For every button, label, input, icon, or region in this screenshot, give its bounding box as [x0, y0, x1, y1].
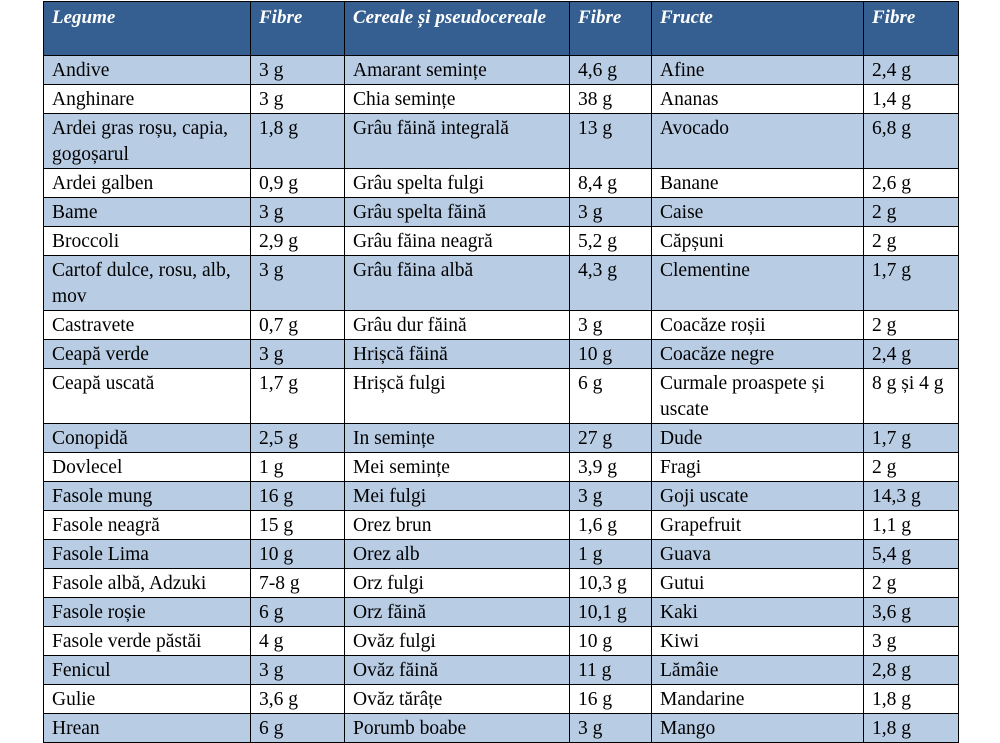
fruit-fiber-cell: 6,8 g	[864, 114, 959, 169]
header-fibre-fructe: Fibre	[864, 2, 959, 56]
fruit-fiber-cell: 14,3 g	[864, 482, 959, 511]
fruit-cell: Kaki	[652, 598, 864, 627]
table-row	[44, 56, 959, 85]
table-row	[44, 227, 959, 256]
cereal-cell: Ovăz fulgi	[345, 627, 570, 656]
fruit-cell: Fragi	[652, 453, 864, 482]
fruit-fiber-cell: 1,7 g	[864, 424, 959, 453]
vegetable-cell: Fasole roșie	[44, 598, 251, 627]
vegetable-fiber-cell: 6 g	[251, 598, 345, 627]
cereal-cell: Ovăz tărâțe	[345, 685, 570, 714]
fruit-fiber-cell: 3 g	[864, 627, 959, 656]
cereal-fiber-cell: 8,4 g	[570, 169, 652, 198]
table-row	[44, 311, 959, 340]
vegetable-cell: Dovlecel	[44, 453, 251, 482]
cereal-cell: Chia semințe	[345, 85, 570, 114]
fiber-content-table	[43, 1, 959, 743]
vegetable-fiber-cell: 3 g	[251, 340, 345, 369]
fruit-fiber-cell: 2 g	[864, 227, 959, 256]
table-row	[44, 114, 959, 169]
vegetable-cell: Fasole Lima	[44, 540, 251, 569]
fruit-cell: Guava	[652, 540, 864, 569]
vegetable-cell: Bame	[44, 198, 251, 227]
cereal-fiber-cell: 3 g	[570, 311, 652, 340]
table-row	[44, 453, 959, 482]
fruit-fiber-cell: 2 g	[864, 198, 959, 227]
cereal-cell: Grâu făina neagră	[345, 227, 570, 256]
fruit-cell: Căpșuni	[652, 227, 864, 256]
cereal-cell: Grâu spelta fulgi	[345, 169, 570, 198]
fruit-fiber-cell: 1,7 g	[864, 256, 959, 311]
fruit-cell: Banane	[652, 169, 864, 198]
table-row	[44, 85, 959, 114]
cereal-fiber-cell: 11 g	[570, 656, 652, 685]
vegetable-fiber-cell: 2,5 g	[251, 424, 345, 453]
vegetable-cell: Fasole mung	[44, 482, 251, 511]
vegetable-cell: Ceapă uscată	[44, 369, 251, 424]
fruit-fiber-cell: 2 g	[864, 453, 959, 482]
fruit-cell: Dude	[652, 424, 864, 453]
vegetable-fiber-cell: 7-8 g	[251, 569, 345, 598]
vegetable-fiber-cell: 1 g	[251, 453, 345, 482]
cereal-cell: Mei semințe	[345, 453, 570, 482]
cereal-fiber-cell: 6 g	[570, 369, 652, 424]
vegetable-cell: Andive	[44, 56, 251, 85]
fruit-fiber-cell: 2,4 g	[864, 340, 959, 369]
table-row	[44, 340, 959, 369]
table-row	[44, 511, 959, 540]
vegetable-cell: Fasole neagră	[44, 511, 251, 540]
cereal-fiber-cell: 13 g	[570, 114, 652, 169]
fruit-cell: Goji uscate	[652, 482, 864, 511]
cereal-cell: Grâu spelta făină	[345, 198, 570, 227]
vegetable-cell: Fasole verde păstăi	[44, 627, 251, 656]
fruit-fiber-cell: 2,6 g	[864, 169, 959, 198]
fruit-fiber-cell: 1,1 g	[864, 511, 959, 540]
vegetable-fiber-cell: 6 g	[251, 714, 345, 743]
cereal-cell: Orz fulgi	[345, 569, 570, 598]
fruit-cell: Grapefruit	[652, 511, 864, 540]
fruit-fiber-cell: 1,4 g	[864, 85, 959, 114]
table-row	[44, 685, 959, 714]
vegetable-cell: Broccoli	[44, 227, 251, 256]
cereal-fiber-cell: 16 g	[570, 685, 652, 714]
fruit-cell: Mango	[652, 714, 864, 743]
vegetable-fiber-cell: 16 g	[251, 482, 345, 511]
vegetable-fiber-cell: 1,7 g	[251, 369, 345, 424]
table-row	[44, 627, 959, 656]
cereal-cell: Ovăz făină	[345, 656, 570, 685]
fruit-cell: Gutui	[652, 569, 864, 598]
fruit-fiber-cell: 2,4 g	[864, 56, 959, 85]
vegetable-cell: Ardei gras roșu, capia, gogoșarul	[44, 114, 251, 169]
table-row	[44, 256, 959, 311]
cereal-cell: Orz făină	[345, 598, 570, 627]
header-fibre-legume: Fibre	[251, 2, 345, 56]
fruit-cell: Clementine	[652, 256, 864, 311]
vegetable-fiber-cell: 1,8 g	[251, 114, 345, 169]
vegetable-cell: Conopidă	[44, 424, 251, 453]
cereal-cell: Grâu făina albă	[345, 256, 570, 311]
vegetable-fiber-cell: 2,9 g	[251, 227, 345, 256]
vegetable-cell: Fenicul	[44, 656, 251, 685]
cereal-fiber-cell: 3 g	[570, 714, 652, 743]
fruit-fiber-cell: 1,8 g	[864, 685, 959, 714]
cereal-fiber-cell: 10,1 g	[570, 598, 652, 627]
cereal-cell: Mei fulgi	[345, 482, 570, 511]
cereal-cell: Amarant semințe	[345, 56, 570, 85]
fruit-cell: Afine	[652, 56, 864, 85]
fruit-cell: Coacăze negre	[652, 340, 864, 369]
cereal-fiber-cell: 1,6 g	[570, 511, 652, 540]
table-row	[44, 598, 959, 627]
table-row	[44, 569, 959, 598]
fruit-cell: Ananas	[652, 85, 864, 114]
vegetable-fiber-cell: 3 g	[251, 56, 345, 85]
vegetable-fiber-cell: 15 g	[251, 511, 345, 540]
fruit-fiber-cell: 2,8 g	[864, 656, 959, 685]
cereal-cell: Hrișcă făină	[345, 340, 570, 369]
cereal-fiber-cell: 27 g	[570, 424, 652, 453]
fruit-cell: Lămâie	[652, 656, 864, 685]
header-fibre-cereale: Fibre	[570, 2, 652, 56]
vegetable-fiber-cell: 3 g	[251, 85, 345, 114]
vegetable-fiber-cell: 3,6 g	[251, 685, 345, 714]
vegetable-cell: Fasole albă, Adzuki	[44, 569, 251, 598]
fruit-fiber-cell: 2 g	[864, 311, 959, 340]
vegetable-cell: Hrean	[44, 714, 251, 743]
table-row	[44, 540, 959, 569]
fruit-fiber-cell: 2 g	[864, 569, 959, 598]
vegetable-cell: Castravete	[44, 311, 251, 340]
fruit-cell: Coacăze roșii	[652, 311, 864, 340]
cereal-cell: Orez brun	[345, 511, 570, 540]
header-row	[44, 2, 959, 56]
fruit-fiber-cell: 5,4 g	[864, 540, 959, 569]
fruit-fiber-cell: 1,8 g	[864, 714, 959, 743]
vegetable-cell: Gulie	[44, 685, 251, 714]
fruit-fiber-cell: 8 g și 4 g	[864, 369, 959, 424]
vegetable-fiber-cell: 10 g	[251, 540, 345, 569]
cereal-fiber-cell: 3 g	[570, 198, 652, 227]
vegetable-cell: Ceapă verde	[44, 340, 251, 369]
cereal-cell: Hrișcă fulgi	[345, 369, 570, 424]
cereal-cell: Porumb boabe	[345, 714, 570, 743]
fruit-cell: Curmale proaspete și uscate	[652, 369, 864, 424]
vegetable-cell: Anghinare	[44, 85, 251, 114]
vegetable-fiber-cell: 4 g	[251, 627, 345, 656]
header-legume: Legume	[44, 2, 251, 56]
vegetable-cell: Cartof dulce, rosu, alb, mov	[44, 256, 251, 311]
cereal-cell: Grâu dur făină	[345, 311, 570, 340]
header-cereale: Cereale și pseudocereale	[345, 2, 570, 56]
vegetable-fiber-cell: 3 g	[251, 256, 345, 311]
cereal-fiber-cell: 10 g	[570, 340, 652, 369]
fruit-cell: Kiwi	[652, 627, 864, 656]
fruit-cell: Avocado	[652, 114, 864, 169]
cereal-fiber-cell: 4,3 g	[570, 256, 652, 311]
cereal-fiber-cell: 3,9 g	[570, 453, 652, 482]
vegetable-fiber-cell: 0,9 g	[251, 169, 345, 198]
table-row	[44, 169, 959, 198]
table-row	[44, 656, 959, 685]
cereal-cell: In semințe	[345, 424, 570, 453]
cereal-fiber-cell: 1 g	[570, 540, 652, 569]
cereal-fiber-cell: 4,6 g	[570, 56, 652, 85]
cereal-fiber-cell: 38 g	[570, 85, 652, 114]
vegetable-fiber-cell: 0,7 g	[251, 311, 345, 340]
table-row	[44, 424, 959, 453]
table-row	[44, 369, 959, 424]
header-fructe: Fructe	[652, 2, 864, 56]
fruit-cell: Caise	[652, 198, 864, 227]
vegetable-fiber-cell: 3 g	[251, 656, 345, 685]
table-row	[44, 482, 959, 511]
fruit-fiber-cell: 3,6 g	[864, 598, 959, 627]
table-row	[44, 198, 959, 227]
cereal-cell: Grâu făină integrală	[345, 114, 570, 169]
vegetable-cell: Ardei galben	[44, 169, 251, 198]
cereal-fiber-cell: 10 g	[570, 627, 652, 656]
cereal-fiber-cell: 5,2 g	[570, 227, 652, 256]
cereal-fiber-cell: 3 g	[570, 482, 652, 511]
fruit-cell: Mandarine	[652, 685, 864, 714]
cereal-fiber-cell: 10,3 g	[570, 569, 652, 598]
cereal-cell: Orez alb	[345, 540, 570, 569]
vegetable-fiber-cell: 3 g	[251, 198, 345, 227]
